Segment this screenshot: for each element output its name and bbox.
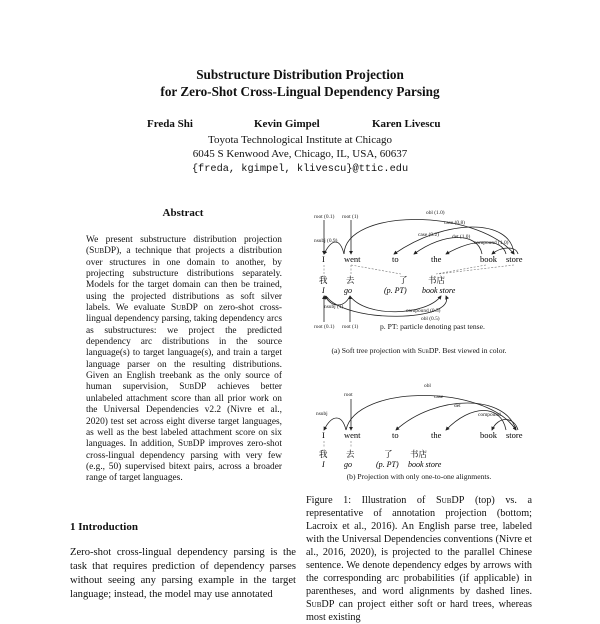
figure-b-english-words [322,430,523,440]
label-root-left: root (0.1) [314,214,335,220]
word-zh: 了 [399,275,408,285]
figure-b-chinese [319,449,428,459]
word-zh: 书店 [428,275,446,285]
gloss-word-b: I [322,460,325,469]
figure-pt-note: p. PT: particle denoting past tense. [380,322,485,331]
label-root-right-b: root (1) [342,324,359,330]
label-b-obl: obl [424,383,431,389]
word-en-b: book [480,430,497,440]
word-en-b: store [506,430,523,440]
label-b-det: det [454,403,461,409]
word-en: store [506,254,523,264]
figure-a-alignments [324,265,514,274]
word-en: to [392,254,399,264]
affiliation: Toyota Technological Institute at Chicago [208,134,392,146]
label-obl-b: obl (0.5) [421,316,440,322]
figure-b-labels [316,383,501,418]
word-en: I [322,254,325,264]
introduction-text: Zero-shot cross-lingual dependency parsing is the task that requires prediction of dependency parses without seeing any parsing example in the target language; instead, the model may use annotated [70,547,296,600]
label-b-nsubj: nsubj [316,411,328,417]
word-zh-b: 我 [319,449,328,459]
label-compound: compound (1.0) [474,240,509,246]
address: 6045 S Kenwood Ave, Chicago, IL, USA, 60637 [192,148,408,160]
gloss-word-b: (p. PT) [376,460,399,469]
label-b-compound: compound [478,412,501,418]
figure-a-english-words [322,254,523,264]
author-1: Freda Shi [147,118,193,130]
gloss-word: book store [422,286,456,295]
gloss-word-b: go [344,460,352,469]
label-case2: case (0.2) [418,232,439,238]
label-obl: obl (1.0) [426,210,445,216]
title-line-1: Substructure Distribution Projection [196,67,404,82]
word-en: book [480,254,497,264]
label-root-right: root (1) [342,214,359,220]
gloss-word-b: book store [408,460,442,469]
author-3: Karen Livescu [372,118,441,130]
gloss-word: I [322,286,325,295]
figure-caption-a: (a) Soft tree projection with SubDP. Best viewed in color. [331,346,507,355]
label-case: case (0.8) [444,220,465,226]
figure-a-gloss [321,286,456,295]
word-zh-b: 了 [384,449,393,459]
email: {freda, kgimpel, klivescu}@ttic.edu [191,163,409,175]
label-b-case: case [434,394,444,400]
word-zh-b: 书店 [410,449,428,459]
abstract-heading: Abstract [162,207,204,219]
figure-b-gloss [321,460,442,469]
word-zh-b: 去 [346,449,355,459]
label-compound-b: compound (0.5) [406,308,441,314]
paper-title [0,66,600,100]
gloss-word: (p. PT) [384,286,407,295]
figure-caption-b: (b) Projection with only one-to-one alignments. [346,472,492,481]
figure-1 [306,204,536,474]
author-2: Kevin Gimpel [254,118,320,130]
word-en: went [344,254,361,264]
figure-b-alignments [324,441,351,448]
word-en-b: I [322,430,325,440]
abstract-text: We present substructure distribution projection (SubDP), a technique that projects a distribution over structures in one domain to another, by projecting substructure distributions separately. Models for the target domain can then be trained, using the projected distributions as soft silver labels. We evaluate SubDP on zero-shot cross-lingual dependency parsing, taking dependency arcs as substructures: we project the predicted dependency arc distributions in the source language(s) to target language(s), and train a target language parser on the resulting distributions. Given an English treebank as the only source of human supervision, SubDP achieves better unlabeled attachment score than all prior work on the Universal Dependencies v2.2 (Nivre et al., 2020) test set across eight diverse target languages, as well as the best labeled attachment score on six languages. In addition, SubDP improves zero-shot cross-lingual dependency parsing with very few (e.g., 50) supervised bitext pairs, across a broader range of target languages. [86,235,282,484]
label-root-left-b: root (0.1) [314,324,335,330]
label-nsubj: nsubj (0.9) [314,238,338,244]
word-en-b: went [344,430,361,440]
label-nsubj-b: nsubj (1) [324,304,344,310]
gloss-word: go [344,286,352,295]
figure-1-caption: Figure 1: Illustration of SubDP (top) vs. a representative of annotation projection (bottom; Lacroix et al., 2016). An English parse tree, labeled with the Universal Dependencies conventions (Nivre et al., 2016, 2020), is projected to the parallel Chinese sentence. We denote dependency edges by arrows with the corresponding arc probabilities (if applicable) in parentheses, and word alignments by dashed lines. SubDP can project either soft or hard trees, whereas most existing [306,495,533,623]
word-en-b: the [431,430,442,440]
arc-case2 [414,238,482,255]
word-zh: 我 [319,275,328,285]
label-b-root: root [344,392,353,398]
label-det: det (1.0) [452,234,471,240]
word-zh: 去 [346,275,355,285]
section-heading-introduction: 1 Introduction [70,521,138,533]
title-line-2: for Zero-Shot Cross-Lingual Dependency Parsing [160,84,440,99]
word-en: the [431,254,442,264]
figure-a-chinese [319,275,446,285]
word-en-b: to [392,430,399,440]
